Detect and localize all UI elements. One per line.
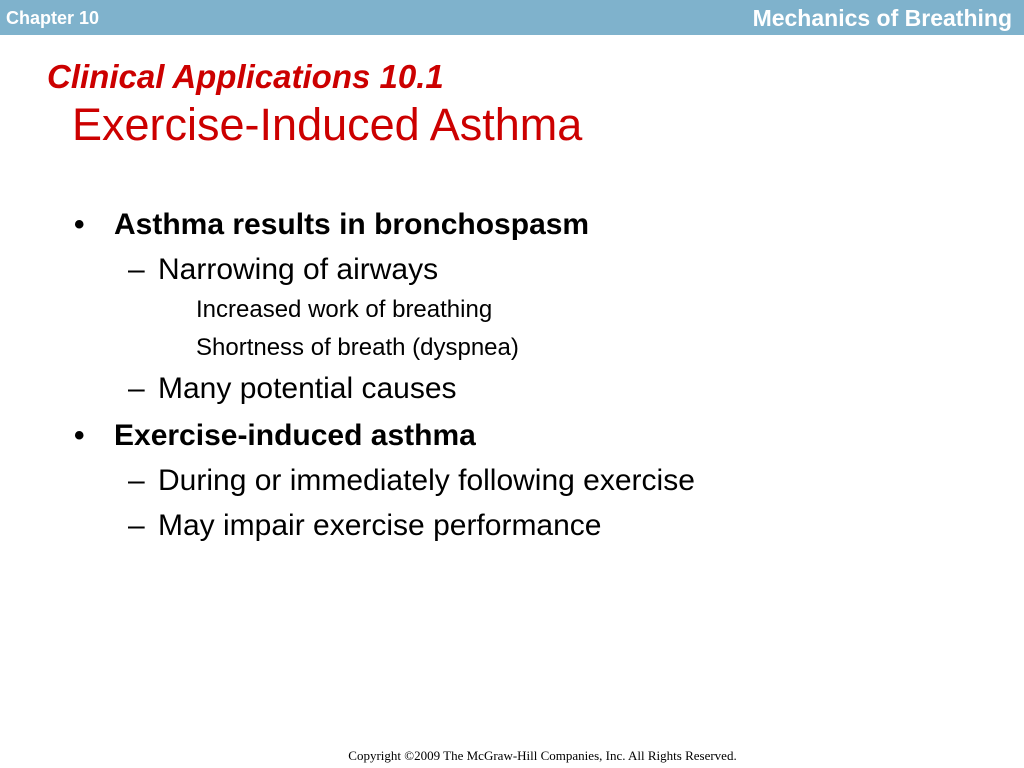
bullet-text: During or immediately following exercise [158, 464, 695, 497]
bullet-item [196, 334, 519, 362]
bullet-text: May impair exercise performance [158, 509, 602, 542]
bullet-text: Narrowing of airways [158, 253, 439, 286]
bullet-marker: – [128, 464, 145, 497]
bullet-item [196, 296, 492, 324]
bullet-item [128, 252, 439, 288]
section-label: Mechanics of Breathing [752, 5, 1012, 31]
bullet-marker: – [128, 253, 145, 286]
bullet-marker: – [128, 372, 145, 405]
bullet-item [128, 508, 602, 544]
bullet-item [128, 463, 695, 499]
bullet-text: Exercise-induced asthma [114, 419, 476, 452]
slide-kicker: Clinical Applications 10.1 [47, 58, 444, 95]
bullet-text: Many potential causes [158, 372, 457, 405]
chapter-label: Chapter 10 [6, 8, 100, 28]
bullet-text: Increased work of breathing [196, 296, 493, 323]
slide-title: Exercise-Induced Asthma [72, 99, 583, 150]
bullet-item [128, 371, 457, 407]
header-bar [0, 0, 1024, 35]
bullet-marker: – [128, 509, 145, 542]
bullet-item [74, 207, 590, 243]
bullet-marker: • [74, 208, 85, 241]
bullet-marker: • [74, 419, 85, 452]
bullet-text: Shortness of breath (dyspnea) [196, 334, 519, 361]
bullet-text: Asthma results in bronchospasm [114, 208, 590, 241]
copyright-notice: Copyright ©2009 The McGraw-Hill Companies, Inc. All Rights Reserved. [348, 748, 737, 763]
bullet-item [74, 418, 476, 454]
